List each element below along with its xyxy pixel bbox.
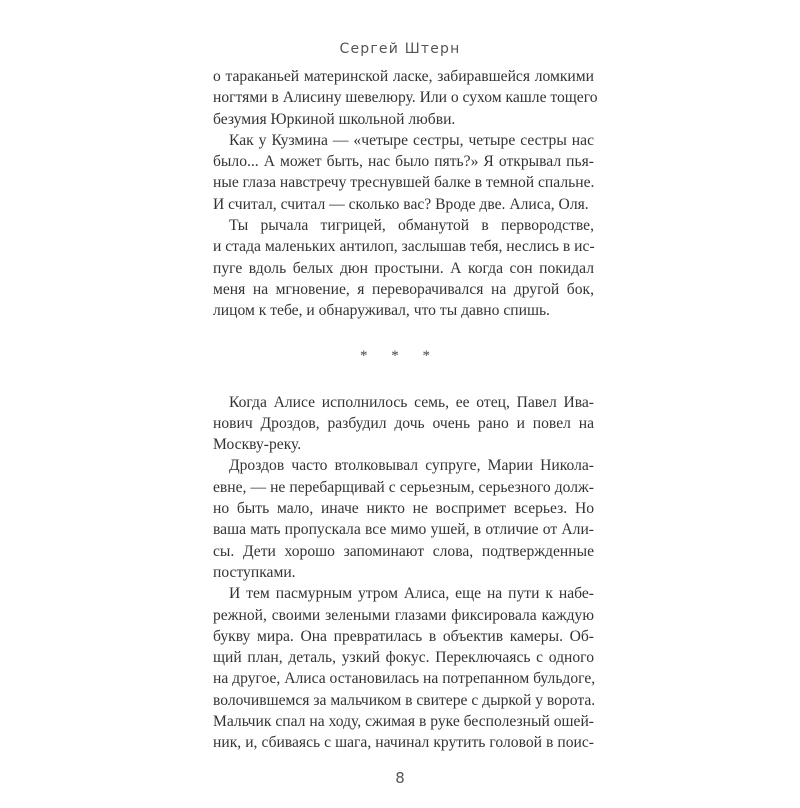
text-line: евне, — не перебарщивай с серьезным, серьезного долж- xyxy=(213,478,594,496)
text-line: Москву-реку. xyxy=(213,436,302,454)
text-line: было... А может быть, нас было пять?» Я открывал пья- xyxy=(213,153,594,171)
text-line: ник, и, сбиваясь с шага, начинал крутить головой в поис- xyxy=(213,734,594,752)
text-line: и стада маленьких антилоп, заслышав тебя, неслись в ис- xyxy=(213,238,595,256)
paragraph xyxy=(213,215,594,321)
text-line: Дроздов часто втолковывал супруге, Марии Никола- xyxy=(229,457,594,475)
text-line: сы. Дети хорошо запоминают слова, подтвержденные xyxy=(213,542,594,560)
text-line: букву мира. Она превратилась в объектив камеры. Об- xyxy=(213,627,594,645)
page-number: 8 xyxy=(395,768,405,787)
paragraph xyxy=(213,583,594,753)
text-line: о тараканьей материнской ласке, забиравшейся ломкими xyxy=(213,68,594,85)
text-line: Ты рычала тигрицей, обманутой в первородстве, xyxy=(229,217,594,235)
text-line: меня на мгновение, я переворачивался на другой бок, xyxy=(213,280,594,298)
text-line: пуге вдоль белых дюн простыни. А когда сон покидал xyxy=(213,259,594,277)
paragraph xyxy=(213,130,594,215)
paragraph xyxy=(213,455,594,583)
text-line: Когда Алисе исполнилось семь, ее отец, Павел Ива- xyxy=(229,393,594,411)
text-block-after-separator xyxy=(213,392,594,754)
text-line: Как у Кузмина — «четыре сестры, четыре сестры нас xyxy=(229,131,594,149)
paragraph xyxy=(213,66,598,130)
text-line: И считал, считал — сколько вас? Вроде две. Алиса, Оля. xyxy=(213,195,589,213)
text-line: безумия Юркиной школьной любви. xyxy=(213,110,456,128)
text-line: нович Дроздов, разбудил дочь очень рано и повел на xyxy=(213,414,594,432)
text-line: Мальчик спал на ходу, сжимая в руке бесполезный ошей- xyxy=(213,713,594,731)
section-separator-asterisks: * * * xyxy=(360,347,440,364)
text-line: режной, своими зелеными глазами фиксировала каждую xyxy=(213,606,594,624)
text-line: И тем пасмурным утром Алиса, еще на пути к набе- xyxy=(229,585,594,603)
paragraph xyxy=(213,392,594,456)
text-line: но быть мало, иначе никто не воспримет всерьез. Но xyxy=(213,500,594,518)
text-line: щий план, деталь, узкий фокус. Переключаясь с одного xyxy=(213,649,594,667)
text-block-before-separator xyxy=(213,66,598,322)
text-line: волочившемся за мальчиком в свитере с дыркой у ворота. xyxy=(213,691,596,709)
running-head-author: Сергей Штерн xyxy=(339,41,461,57)
text-line: лицом к тебе, и обнаруживал, что ты давно спишь. xyxy=(213,302,550,320)
text-line: поступками. xyxy=(213,563,296,581)
text-line: ные глаза навстречу треснувшей балке в темной спальне. xyxy=(213,174,595,192)
text-line: на другое, Алиса остановилась на потрепанном бульдоге, xyxy=(213,670,596,688)
text-line: ваша мать пропускала все мимо ушей, в отличие от Али- xyxy=(213,521,594,539)
text-line: ногтями в Алисину шевелюру. Или о сухом кашле тощего xyxy=(213,89,598,107)
